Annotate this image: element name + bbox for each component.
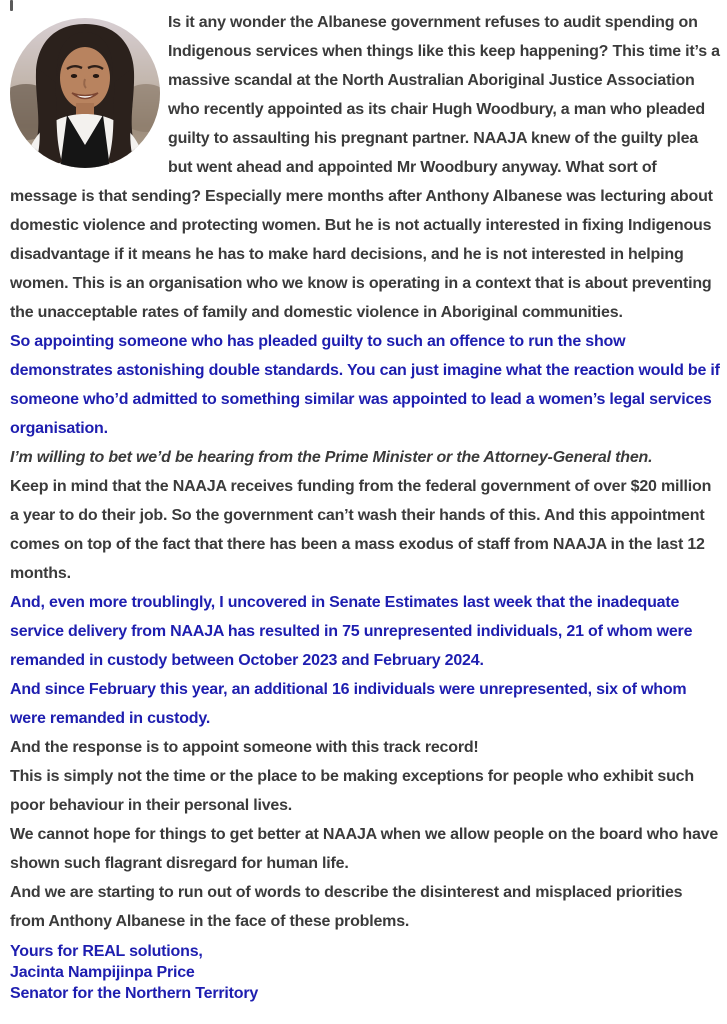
profile-photo xyxy=(10,18,160,173)
signature-title: Senator for the Northern Territory xyxy=(10,985,259,1002)
signature-name: Jacinta Nampijinpa Price xyxy=(10,964,195,981)
post-body xyxy=(10,8,720,1004)
paragraph-since-february: And since February this year, an additional 16 individuals were unrepresented, six of whom were remanded in custody. xyxy=(10,681,687,727)
portrait-illustration xyxy=(10,18,160,168)
signature-valediction: Yours for REAL solutions, xyxy=(10,943,203,960)
paragraph-intro: Is it any wonder the Albanese government refuses to audit spending on Indigenous services when things like this keep happening? This time it’s a massive scandal at the North Australian Aboriginal Justice Association who recently appointed as its chair Hugh Woodbury, a man who pleaded guilty to assaulting his pregnant partner. NAAJA knew of the guilty plea but went ahead and appointed Mr Woodbury anyway. What sort of message is that sending? Especially mere months after Anthony Albanese was lecturing about domestic violence and protecting women. But he is not actually interested in fixing Indigenous disadvantage if it means he has to make hard decisions, and he is not interested in helping women. This is an organisation who we know is operating in a context that is about preventing the unacceptable rates of family and domestic violence in Aboriginal communities. xyxy=(10,14,720,321)
signature-block xyxy=(10,941,720,1004)
paragraph-cannot-hope: We cannot hope for things to get better at NAAJA when we allow people on the board who have shown such flagrant disregard for human life. xyxy=(10,826,719,872)
paragraph-double-standards: So appointing someone who has pleaded guilty to such an offence to run the show demonstrates astonishing double standards. You can just imagine what the reaction would be if someone who’d admitted to something similar was appointed to lead a women’s legal services organisation. xyxy=(10,333,720,437)
paragraph-senate-estimates: And, even more troublingly, I uncovered in Senate Estimates last week that the inadequate service delivery from NAAJA has resulted in 75 unrepresented individuals, 21 of whom were remanded in custody between October 2023 and February 2024. xyxy=(10,594,693,669)
paragraph-not-the-time: This is simply not the time or the place to be making exceptions for people who exhibit such poor behaviour in their personal lives. xyxy=(10,768,694,814)
paragraph-track-record: And the response is to appoint someone with this track record! xyxy=(10,739,479,756)
paragraph-funding: Keep in mind that the NAAJA receives funding from the federal government of over $20 million a year to do their job. So the government can’t wash their hands of this. And this appointment comes on top of the fact that there has been a mass exodus of staff from NAAJA in the last 12 months. xyxy=(10,478,712,582)
scan-artifact xyxy=(10,0,13,11)
paragraph-willing-to-bet: I’m willing to bet we’d be hearing from the Prime Minister or the Attorney-General then. xyxy=(10,449,653,466)
paragraph-out-of-words: And we are starting to run out of words to describe the disinterest and misplaced priorities from Anthony Albanese in the face of these problems. xyxy=(10,884,683,930)
